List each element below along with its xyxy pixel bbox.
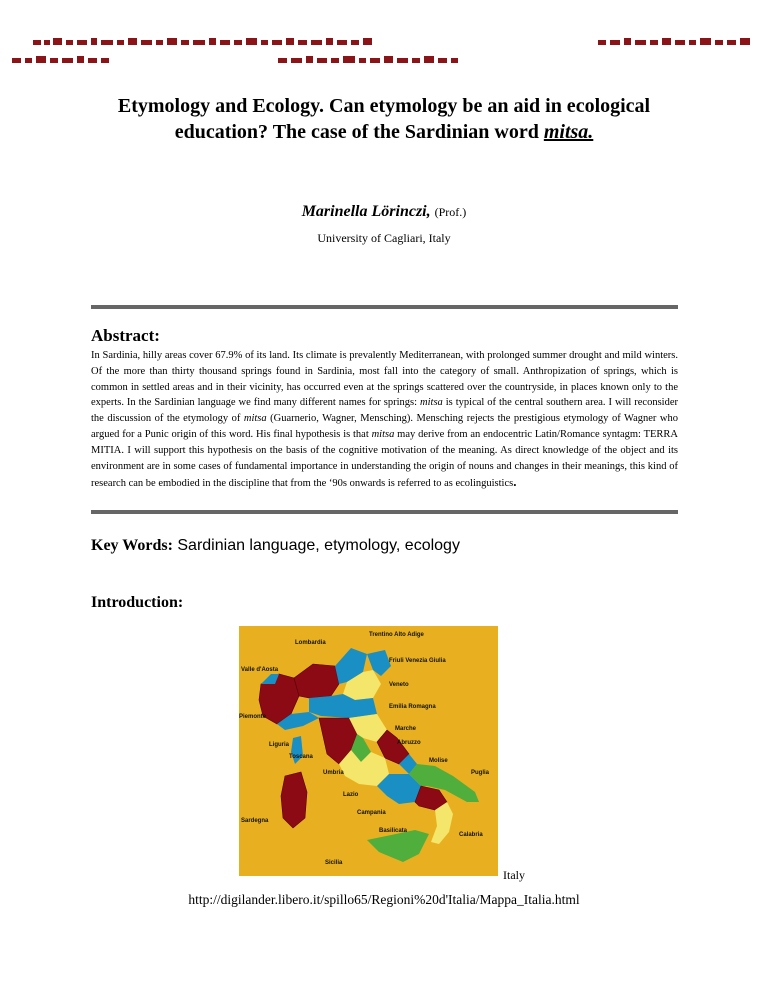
- label-veneto: Veneto: [389, 682, 409, 688]
- keywords: [91, 537, 460, 555]
- label-sardegna: Sardegna: [241, 818, 269, 824]
- label-calabria: Calabria: [459, 832, 483, 838]
- label-molise: Molise: [429, 758, 448, 764]
- label-marche: Marche: [395, 726, 417, 732]
- abstract-body: In Sardinia, hilly areas cover 67.9% of its land. Its climate is prevalently Mediterranean, with prolonged summer drought and mild winters. Of the more than thirty thousand springs found in Sardinia, most fall into the category of small. Anthropization of springs, which is common in settled areas and in their vicinity, has occurred even at the springs scattered over the countryside, in places known only to the experts. In the Sardinian language we find many different names for springs: mitsa is typical of the central southern area. I will reconsider the discussion of the etymology of mitsa (Guarnerio, Wagner, Mensching). Mensching rejects the prestigious etymology of Wagner who argued for a Punic origin of this word. His final hypothesis is that mitsa may derive from an endocentric Latin/Romance syntagm: TERRA MITIA. I will support this hypothesis on the basis of the cognitive motivation of the meaning. As direct knowledge of the object and its environment are in some cases of fundamental importance in understanding the origin of nouns and changes in their meanings, this kind of research can be embodied in the discipline that from the ‘90s onwards is referred to as ecolinguistics.: [91, 350, 678, 490]
- label-lombardia: Lombardia: [295, 640, 326, 646]
- source-url[interactable]: http://digilander.libero.it/spillo65/Regioni%20d'Italia/Mappa_Italia.html: [188, 892, 580, 907]
- label-campania: Campania: [357, 810, 386, 816]
- divider-bottom: [91, 510, 678, 514]
- label-toscana: Toscana: [289, 754, 313, 760]
- region-sardegna: [281, 772, 307, 828]
- label-abruzzo: Abruzzo: [397, 740, 421, 746]
- author-line: [0, 203, 768, 221]
- label-friuli: Friuli Venezia Giulia: [389, 658, 446, 664]
- label-sicilia: Sicilia: [325, 860, 343, 866]
- header-ornament: [0, 0, 768, 70]
- author-affiliation: University of Cagliari, Italy: [317, 231, 451, 245]
- label-lazio: Lazio: [343, 792, 359, 798]
- keywords-text: Sardinian language, etymology, ecology: [172, 537, 460, 554]
- keywords-label: Key Words:: [91, 537, 173, 554]
- author-degree: (Prof.): [434, 205, 467, 219]
- divider-top: [91, 305, 678, 309]
- label-liguria: Liguria: [269, 742, 290, 748]
- introduction-heading: Introduction:: [91, 594, 184, 611]
- label-emilia: Emilia Romagna: [389, 704, 436, 710]
- label-piemonte: Piemonte: [239, 714, 267, 720]
- author-name: Marinella Lörinczi,: [301, 203, 431, 220]
- label-basilicata: Basilicata: [379, 828, 408, 834]
- title-word: mitsa.: [543, 121, 594, 143]
- label-puglia: Puglia: [471, 770, 490, 776]
- italy-map: [239, 626, 498, 876]
- label-valle-daosta: Valle d'Aosta: [241, 667, 279, 673]
- map-caption: Italy: [503, 868, 525, 882]
- label-umbria: Umbria: [323, 770, 344, 776]
- paper-title: Etymology and Ecology. Can etymology be an aid in ecological education? The case of the Sardinian word mitsa.: [117, 95, 651, 143]
- label-trentino: Trentino Alto Adige: [369, 632, 424, 638]
- abstract-heading: Abstract:: [91, 326, 160, 345]
